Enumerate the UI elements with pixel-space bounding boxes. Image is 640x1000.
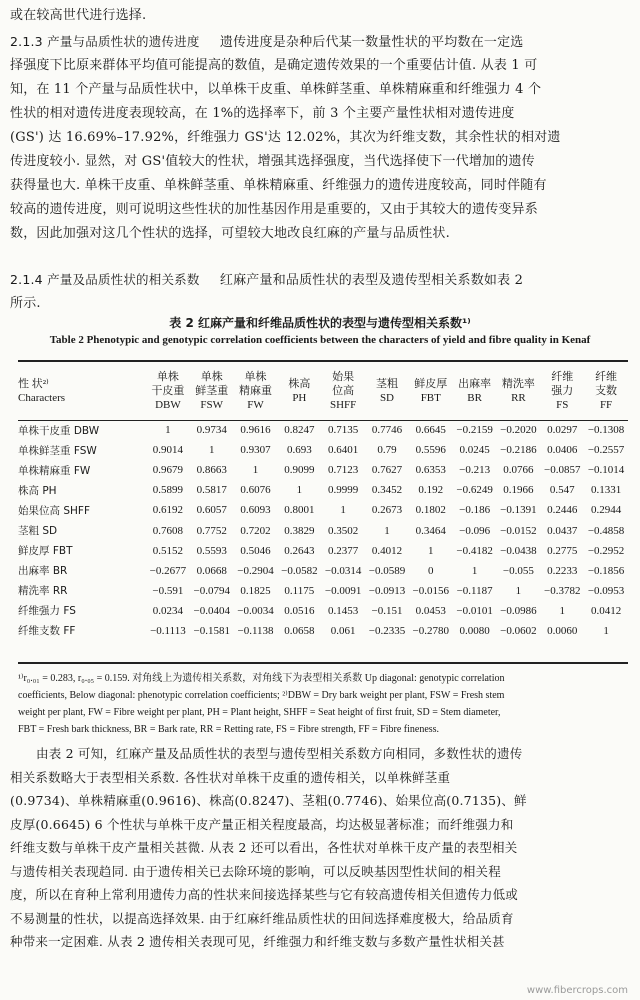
- table-cell: 0.3452: [371, 484, 403, 497]
- column-header: [277, 362, 321, 420]
- table-cell: 0.3829: [284, 524, 315, 537]
- column-header-line: 强力: [551, 385, 574, 397]
- note-line: coefficients, Below diagonal: phenotypic correlation coefficients; ²⁾DBW = Dry bark weight per plant, FSW = Fresh stem: [18, 690, 505, 701]
- section-title: 产量及品质性状的相关系数: [47, 272, 200, 287]
- table-cell: 0.693: [286, 444, 312, 457]
- table-cell: 1: [340, 504, 346, 517]
- header-en: Characters: [18, 392, 66, 404]
- section-number: 2.1.3: [10, 34, 43, 49]
- text-line: 与遗传相关表现趋同. 由于遗传相关已去除环境的影响，可以反映基因型性状间的相关程: [10, 863, 501, 879]
- text-line: (0.9734)、单株精麻重(0.9616)、株高(0.8247)、茎粗(0.7746)、始果位高(0.7135)、鲜: [10, 793, 527, 808]
- intro-paragraph: [10, 4, 630, 28]
- column-header-line: 干皮重: [151, 385, 185, 397]
- table-row: [18, 420, 628, 440]
- column-header: [146, 362, 190, 420]
- note-line: FBT = Fresh bark thickness, BR = Bark rate, RR = Retting rate, FS = Fibre strength, FF = Fibre fineness.: [18, 724, 440, 735]
- table-cell: 0.1331: [590, 484, 622, 497]
- table-cell: 0.6401: [328, 444, 359, 457]
- column-header: [584, 362, 628, 420]
- table-row: [18, 621, 628, 641]
- column-header-line: RR: [511, 392, 526, 404]
- column-header-line: BR: [467, 392, 482, 404]
- table-row: [18, 541, 628, 561]
- table-caption-cn: 表 2 红麻产量和纤维品质性状的表型与遗传型相关系数¹⁾: [169, 316, 471, 330]
- table-row: [18, 440, 628, 460]
- table-cell: 0.0245: [459, 444, 490, 457]
- column-header-line: 出麻率: [458, 378, 492, 390]
- text-line: 较高的遗传进度，则可说明这些性状的加性基因作用是重要的，又由于其较大的遗传变异系: [10, 202, 539, 217]
- table-cell: 0.6645: [415, 424, 446, 437]
- table-cell: 0.9616: [240, 424, 271, 437]
- table-cell: 0.192: [418, 484, 444, 497]
- table-row: [18, 561, 628, 581]
- table-cell: 0: [428, 564, 434, 577]
- table-cell: 0.5899: [152, 484, 184, 497]
- text-line: 知，在 11 个产量与品质性状中，以单株干皮重、单株鲜茎重、单株精麻重和纤维强力 4 个: [10, 82, 542, 97]
- table-cell: 1: [515, 584, 522, 597]
- column-header-line: FF: [599, 399, 613, 411]
- table-row: [18, 581, 628, 601]
- table-cell: 0.5152: [152, 544, 184, 557]
- row-label: 精洗率 RR: [18, 585, 68, 598]
- section-title: 产量与品质性状的遗传进度: [47, 34, 200, 49]
- column-header-line: FBT: [420, 392, 441, 404]
- column-header-line: 精洗率: [501, 378, 535, 390]
- table-notes: [18, 670, 628, 738]
- table-cell: −0.1138: [237, 624, 274, 637]
- text-line: 数，因此加强对这几个性状的选择，可望较大地改良红麻的产量与品质性状.: [10, 226, 450, 241]
- table-cell: −0.0794: [193, 584, 230, 597]
- table-cell: 0.3464: [415, 524, 446, 537]
- correlation-table: [18, 362, 628, 641]
- table-cell: 0.6057: [196, 504, 227, 517]
- column-header-line: 位高: [332, 385, 355, 397]
- column-header: [540, 362, 584, 420]
- column-header-line: 茎粗: [375, 378, 398, 390]
- table-row: [18, 520, 628, 540]
- table-cell: 0.061: [330, 624, 356, 637]
- text-line: 种带来一定困难. 从表 2 遗传相关表现可见，纤维强力和纤维支数与多数产量性状相关甚: [10, 934, 505, 949]
- table-cell: 0.9999: [328, 484, 359, 497]
- table-cell: 0.8247: [284, 424, 315, 437]
- row-label: 单株精麻重 FW: [18, 464, 91, 477]
- table-cell: 0.9734: [196, 424, 227, 437]
- column-header-characters: [18, 362, 146, 420]
- table-cell: 0.0658: [284, 624, 315, 637]
- table-cell: −0.2780: [412, 624, 450, 637]
- table-cell: −0.096: [459, 524, 491, 537]
- table-cell: 0.9679: [152, 464, 184, 477]
- row-label: 单株鲜茎重 FSW: [18, 444, 97, 457]
- table-cell: 0.0406: [547, 444, 578, 457]
- column-header-line: 单株: [156, 371, 179, 383]
- row-label: 鲜皮厚 FBT: [18, 545, 73, 558]
- table-cell: −0.2557: [587, 444, 625, 457]
- table-cell: 0.6353: [415, 464, 446, 477]
- text-line: 传进度较小. 显然，对 GS'值较大的性状，增强其选择强度，当代选择使下一代增加的遗传: [10, 154, 535, 169]
- section-2-1-4: [10, 268, 630, 316]
- column-header-line: SD: [379, 392, 394, 404]
- table-cell: −0.0152: [500, 524, 537, 537]
- table-cell: 0.0297: [547, 424, 578, 437]
- table-cell: −0.0857: [543, 464, 581, 477]
- column-header-line: 精麻重: [239, 385, 273, 397]
- table-cell: 0.1966: [503, 484, 534, 497]
- row-label: 纤维支数 FF: [18, 625, 76, 638]
- table-cell: 0.7746: [371, 424, 403, 437]
- table-cell: −0.2335: [368, 624, 406, 637]
- table-cell: 0.2377: [328, 544, 359, 557]
- column-header-line: 单株: [200, 371, 223, 383]
- table-cell: 1: [208, 444, 215, 457]
- column-header: [497, 362, 541, 420]
- table-cell: 0.2446: [547, 504, 578, 517]
- table-cell: 0.7123: [328, 464, 359, 477]
- table-cell: 0.6076: [240, 484, 271, 497]
- table-cell: −0.0404: [193, 604, 230, 617]
- column-header: [409, 362, 453, 420]
- text-line: [10, 268, 630, 292]
- text-line: 性状的相对遗传进度表现较高，在 1%的选择率下，前 3 个主要产量性状相对遗传进度: [10, 106, 515, 121]
- table-cell: 0.0516: [284, 604, 315, 617]
- text-line: 皮厚(0.6645) 6 个性状与单株干皮产量正相关程度最高，均达极显著标准；而纤维强力和: [10, 816, 514, 832]
- table-cell: 0.0080: [459, 624, 490, 637]
- table-caption-en: Table 2 Phenotypic and genotypic correlation coefficients between the characters of yield and fibre quality in Kenaf: [49, 334, 591, 346]
- row-label: 出麻率 BR: [18, 565, 68, 578]
- column-header-line: PH: [292, 392, 307, 404]
- table-cell: 1: [384, 524, 390, 537]
- table-cell: 0.7202: [240, 524, 271, 537]
- table-cell: 0.7752: [196, 524, 227, 537]
- text-line: 不易测量的性状，以提高选择效果. 由于红麻纤维品质性状的田间选择难度极大，给品质育: [10, 910, 514, 926]
- table-cell: 0.547: [549, 484, 575, 497]
- table-cell: 0.0668: [196, 564, 227, 577]
- table-cell: 0.1453: [328, 604, 359, 617]
- table-cell: 1: [252, 464, 259, 477]
- text-line: (GS') 达 16.69%–17.92%，纤维强力 GS'达 12.02%，其次为纤维支数，其余性状的相对遗: [10, 130, 561, 145]
- row-label: 纤维强力 FS: [18, 605, 76, 618]
- table-cell: −0.1014: [587, 464, 625, 477]
- table-cell: 0.0234: [152, 604, 184, 617]
- table-cell: 1: [165, 424, 171, 437]
- text-line: 择强度下比原来群体平均值可能提高的数值，是确定遗传效果的一个重要估计值. 从表 1 可: [10, 58, 538, 73]
- table-cell: 0.9014: [152, 444, 184, 457]
- column-header-line: FSW: [200, 399, 224, 411]
- table-cell: −0.2904: [237, 564, 274, 577]
- table-cell: 0.2944: [590, 504, 622, 517]
- table-cell: 0.4012: [371, 544, 403, 557]
- table-cell: 1: [296, 484, 303, 497]
- table-cell: 0.2233: [547, 564, 578, 577]
- table-cell: 0.5596: [415, 444, 446, 457]
- table-cell: −0.0913: [368, 584, 406, 597]
- table-cell: 0.0766: [503, 464, 534, 477]
- section-number: 2.1.4: [10, 272, 43, 287]
- column-header-line: FW: [247, 399, 264, 411]
- table-cell: −0.0034: [237, 604, 274, 617]
- note-line: weight per plant, FW = Fibre weight per plant, PH = Plant height, SHFF = Seat height of first fruit, SD = Stem diameter,: [18, 707, 501, 718]
- column-header: [190, 362, 234, 420]
- table-cell: −0.3782: [543, 584, 581, 597]
- column-header-line: 纤维: [551, 371, 574, 383]
- table-cell: −0.055: [502, 564, 534, 577]
- table-cell: 1: [603, 624, 609, 637]
- column-header: [453, 362, 497, 420]
- text-line: 所示.: [10, 296, 41, 311]
- text-line: 由表 2 可知，红麻产量及品质性状的表型与遗传型相关系数方向相同，多数性状的遗传: [36, 746, 523, 761]
- table-cell: −0.0986: [500, 604, 537, 617]
- table-cell: 0.0412: [590, 604, 622, 617]
- table-cell: −0.1581: [193, 624, 230, 637]
- table-cell: 0.7608: [152, 524, 184, 537]
- table-row: [18, 601, 628, 621]
- column-header-line: 纤维: [595, 371, 618, 383]
- table-cell: 0.9099: [284, 464, 315, 477]
- table-cell: −0.151: [371, 604, 403, 617]
- table-cell: 0.7135: [328, 424, 359, 437]
- table-cell: 1: [471, 564, 478, 577]
- table-cell: −0.1308: [587, 424, 625, 437]
- table-cell: −0.6249: [456, 484, 493, 497]
- watermark: www.fibercrops.com: [526, 985, 628, 996]
- table-cell: 0.2643: [284, 544, 315, 557]
- table-cell: 0.5046: [240, 544, 271, 557]
- table-cell: 1: [559, 604, 565, 617]
- table-cell: −0.0156: [412, 584, 450, 597]
- column-header-line: 鲜茎重: [195, 385, 229, 397]
- text-line: 纤维支数与单株干皮产量相关甚微. 从表 2 还可以看出，各性状对单株干皮产量的表型相关: [10, 840, 518, 855]
- table-cell: −0.2677: [149, 564, 187, 577]
- table-cell: 0.0060: [547, 624, 578, 637]
- table-cell: −0.0589: [368, 564, 406, 577]
- column-header-line: 鲜皮厚: [414, 378, 448, 390]
- table-cell: −0.0438: [500, 544, 537, 557]
- column-header-line: DBW: [155, 399, 181, 411]
- table-cell: 0.79: [377, 444, 397, 457]
- row-label: 始果位高 SHFF: [18, 504, 90, 517]
- row-label: 株高 PH: [18, 484, 57, 497]
- header-cn: 性 状²⁾: [18, 378, 49, 390]
- table-bottom-rule: [18, 662, 628, 664]
- discussion-paragraph: [10, 742, 630, 954]
- table-cell: 0.6093: [240, 504, 271, 517]
- table-row: [18, 480, 628, 500]
- table-cell: 0.0437: [547, 524, 578, 537]
- column-header: [234, 362, 278, 420]
- note-line: ¹⁾r₀.₀₁ = 0.283, r₀.₀₅ = 0.159. 对角线上为遗传相关系数，对角线下为表型相关系数 Up diagonal: genotypic correlation: [18, 673, 505, 684]
- table-cell: −0.1391: [500, 504, 537, 517]
- text-line: 相关系数略大于表型相关系数. 各性状对单株干皮重的遗传相关，以单株鲜茎重: [10, 769, 451, 785]
- table-header-row: [18, 362, 628, 420]
- section-text: 红麻产量和品质性状的表型及遗传型相关系数如表 2: [219, 273, 524, 288]
- table-cell: 0.9307: [240, 444, 271, 457]
- table-cell: 0.8001: [284, 504, 315, 517]
- table-cell: −0.0314: [324, 564, 362, 577]
- table-cell: −0.0091: [324, 584, 362, 597]
- table-cell: 0.1175: [284, 584, 315, 597]
- table-cell: −0.186: [459, 504, 491, 517]
- row-label: 单株干皮重 DBW: [18, 424, 100, 437]
- column-header-line: 始果: [332, 371, 355, 383]
- table-body: [18, 420, 628, 641]
- table-cell: 0.2775: [547, 544, 578, 557]
- section-text: 遗传进度是杂种后代某一数量性状的平均数在一定选: [219, 35, 524, 50]
- column-header: [321, 362, 365, 420]
- table-cell: −0.2186: [500, 444, 537, 457]
- column-header-line: 株高: [288, 378, 311, 390]
- table-cell: −0.1187: [456, 584, 493, 597]
- table-cell: −0.4182: [456, 544, 493, 557]
- table-cell: 0.3502: [328, 524, 359, 537]
- table-cell: 0.1802: [415, 504, 446, 517]
- text-line: 度，所以在育种上常利用遗传力高的性状来间接选择某些与它有较高遗传相关但遗传力低或: [10, 887, 519, 902]
- table-cell: −0.0101: [456, 604, 493, 617]
- table-cell: −0.0602: [500, 624, 537, 637]
- column-header-line: 支数: [595, 385, 618, 397]
- table-cell: −0.1113: [150, 624, 186, 637]
- table-cell: −0.591: [152, 584, 184, 597]
- table-cell: 0.6192: [152, 504, 184, 517]
- table-cell: −0.4858: [587, 524, 625, 537]
- table-cell: 0.5817: [196, 484, 227, 497]
- column-header: [365, 362, 409, 420]
- section-2-1-3: [10, 30, 630, 246]
- table-row: [18, 460, 628, 480]
- table-cell: 0.1825: [240, 584, 271, 597]
- table-cell: −0.2159: [456, 424, 493, 437]
- table-cell: 0.7627: [371, 464, 403, 477]
- table-cell: −0.2952: [587, 544, 625, 557]
- column-header-line: 单株: [244, 371, 267, 383]
- table-cell: −0.0582: [281, 564, 318, 577]
- text-line: 获得量也大. 单株干皮重、单株鲜茎重、单株精麻重、纤维强力的遗传进度较高，同时伴随有: [10, 178, 547, 193]
- table-cell: −0.0953: [587, 584, 625, 597]
- text-line: [10, 30, 630, 54]
- row-label: 茎粗 SD: [18, 525, 58, 538]
- table-row: [18, 500, 628, 520]
- text-line: 或在较高世代进行选择.: [10, 8, 147, 23]
- table-cell: 0.5593: [196, 544, 227, 557]
- table-cell: 1: [428, 544, 434, 557]
- column-header-line: SHFF: [330, 399, 357, 411]
- table-cell: −0.213: [459, 464, 491, 477]
- table-cell: −0.1856: [587, 564, 625, 577]
- table-cell: −0.2020: [500, 424, 537, 437]
- table-cell: 0.2673: [371, 504, 403, 517]
- table-cell: 0.0453: [415, 604, 446, 617]
- column-header-line: FS: [556, 399, 569, 411]
- table-cell: 0.8663: [196, 464, 227, 477]
